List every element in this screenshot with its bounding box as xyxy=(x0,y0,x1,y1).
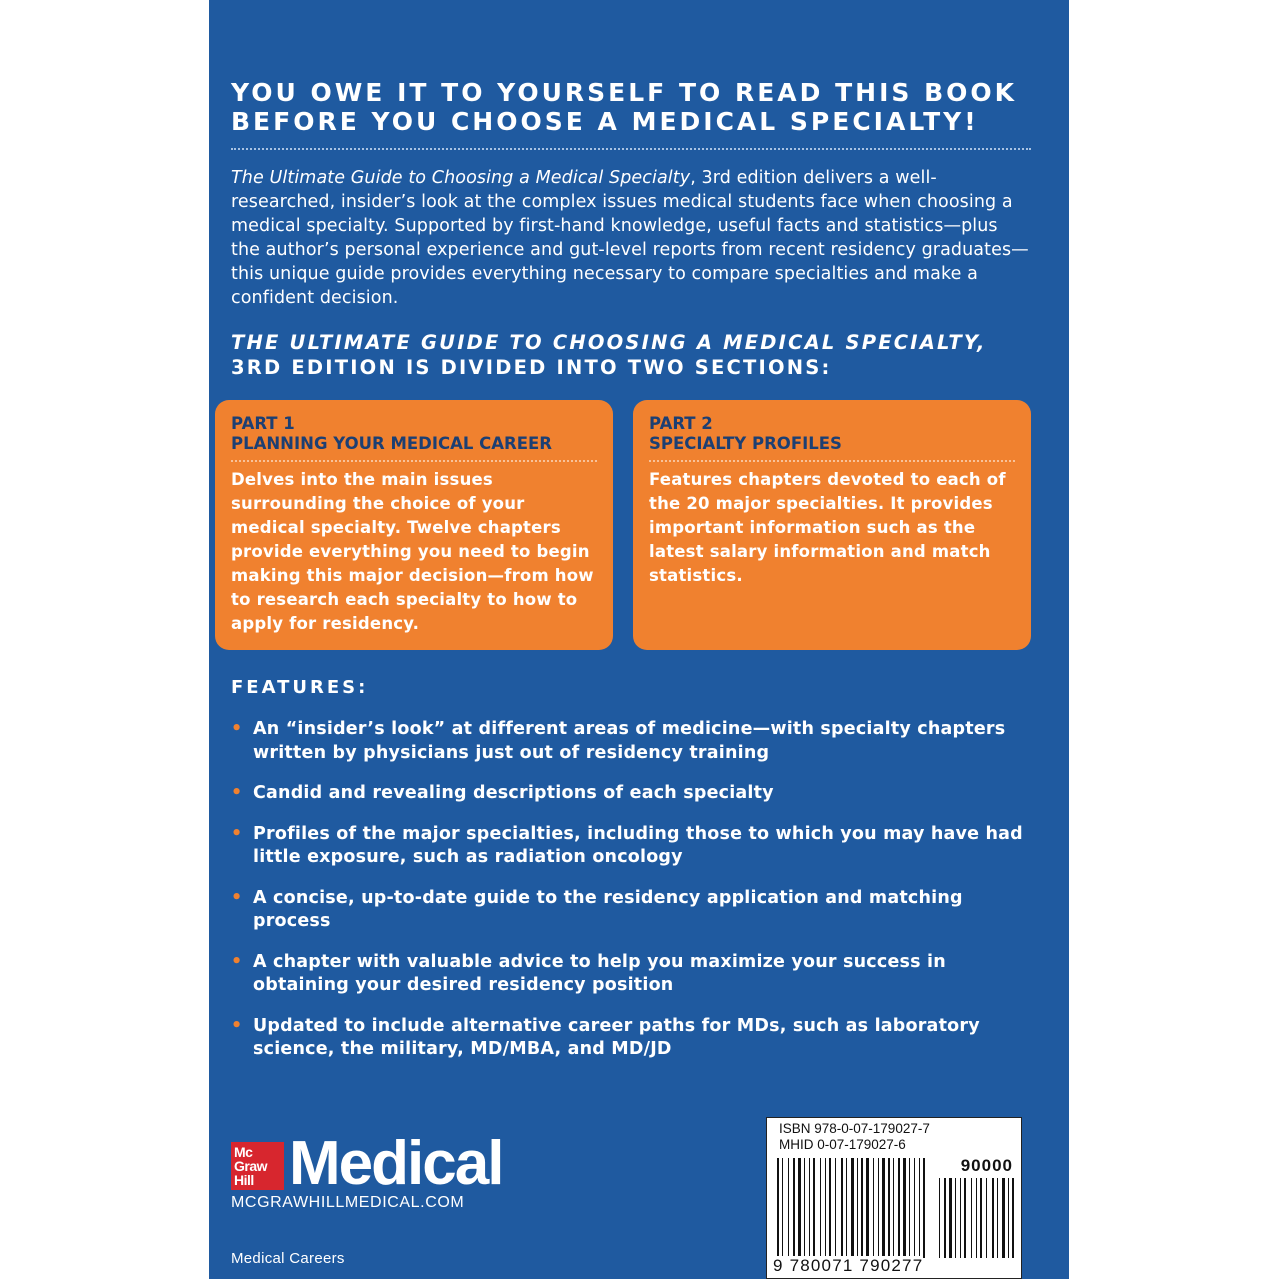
isbn-barcode xyxy=(766,1117,1022,1279)
barcode-bar xyxy=(923,1158,925,1258)
barcode-bar xyxy=(829,1158,831,1258)
barcode-bar xyxy=(825,1158,826,1258)
barcode-bar xyxy=(919,1158,920,1258)
intro-text: , 3rd edition delivers a well-researched, insider’s look at the complex issues medical students face when choosing a medical specialty. Supported by first-hand knowledge, useful facts and statistics—plus the author’s personal experience and gut-level reports from recent residency graduates—this unique guide provides everything necessary to compare specialties and make a confident decision. xyxy=(231,168,1029,308)
price-bar xyxy=(1002,1178,1005,1258)
feature-item: • Candid and revealing descriptions of each specialty xyxy=(231,782,1031,806)
price-bar xyxy=(955,1178,956,1258)
price-bar xyxy=(986,1178,987,1258)
mcgraw-hill-mark: Mc Graw Hill xyxy=(231,1142,284,1190)
price-bar xyxy=(964,1178,966,1258)
barcode-bar xyxy=(861,1158,863,1258)
barcode-bar xyxy=(835,1158,836,1258)
feature-item: • An “insider’s look” at different areas of medicine—with specialty chapters written by physicians just out of residency training xyxy=(231,719,1006,763)
headline xyxy=(231,78,1051,136)
barcode-bar xyxy=(846,1158,847,1258)
publisher-url: MCGRAWHILLMEDICAL.COM xyxy=(231,1194,465,1211)
part-1-label: PART 1 xyxy=(231,414,295,433)
features-heading: FEATURES: xyxy=(231,677,369,698)
headline-line-2: BEFORE YOU CHOOSE A MEDICAL SPECIALTY! xyxy=(231,107,979,136)
bullet-icon: • xyxy=(231,783,243,803)
bullet-icon: • xyxy=(231,1015,243,1036)
barcode-bar xyxy=(804,1158,805,1258)
barcode-bar xyxy=(857,1158,858,1258)
part-2-divider xyxy=(649,460,1015,462)
barcode-bar xyxy=(798,1158,801,1258)
publisher-logo xyxy=(231,1129,531,1215)
price-bar xyxy=(944,1178,946,1258)
dotted-divider xyxy=(231,148,1031,150)
sections-title-line-1: THE ULTIMATE GUIDE TO CHOOSING A MEDICAL SPECIALTY, xyxy=(231,331,987,354)
price-bar xyxy=(976,1178,977,1258)
part-2-body: Features chapters devoted to each of the 20 major specialties. It provides important information such as the latest salary information and match statistics. xyxy=(649,470,1006,585)
barcode-bar xyxy=(909,1158,910,1258)
price-bar xyxy=(949,1178,952,1258)
part-1-divider xyxy=(231,460,597,462)
barcode-bar xyxy=(851,1158,854,1258)
barcode-bar xyxy=(882,1158,885,1258)
barcode-bar xyxy=(841,1158,843,1258)
medical-wordmark: Medical xyxy=(289,1129,503,1198)
feature-item: • Updated to include alternative career paths for MDs, such as laboratory science, the military, MD/MBA, and MD/JD xyxy=(231,1015,980,1059)
bullet-icon: • xyxy=(231,823,243,844)
isbn-text: ISBN 978-0-07-179027-7 MHID 0-07-179027-6 xyxy=(779,1121,930,1152)
barcode-bar xyxy=(777,1158,779,1258)
barcode-bar xyxy=(914,1158,915,1258)
part-2-label: PART 2 xyxy=(649,414,713,433)
book-title-italic: The Ultimate Guide to Choosing a Medical Specialty xyxy=(231,168,691,188)
bullet-icon: • xyxy=(231,887,243,908)
part-1-title: PLANNING YOUR MEDICAL CAREER xyxy=(231,434,552,453)
price-bar xyxy=(939,1178,940,1258)
bullet-icon: • xyxy=(231,719,243,739)
barcode-bar xyxy=(813,1158,815,1258)
part-2-title: SPECIALTY PROFILES xyxy=(649,434,842,453)
price-bar xyxy=(980,1178,982,1258)
barcode-bar xyxy=(903,1158,906,1258)
price-bar xyxy=(1012,1178,1014,1258)
sections-title xyxy=(231,330,1051,380)
barcode-bar xyxy=(873,1158,874,1258)
feature-item: • A chapter with valuable advice to help you maximize your success in obtaining your desired residency position xyxy=(231,951,946,995)
category-label: Medical Careers xyxy=(231,1250,345,1267)
headline-line-1: YOU OWE IT TO YOURSELF TO READ THIS BOOK xyxy=(231,78,1018,107)
features-list xyxy=(231,718,1031,1079)
price-bar xyxy=(1008,1178,1009,1258)
barcode-bar xyxy=(878,1158,879,1258)
feature-item: • Profiles of the major specialties, including those to which you may have had little exposure, such as radiation oncology xyxy=(231,823,1023,867)
barcode-bar xyxy=(888,1158,890,1258)
price-bar xyxy=(992,1178,994,1258)
barcode-number: 9 780071 790277 xyxy=(773,1256,924,1275)
barcode-bar xyxy=(788,1158,789,1258)
part-2-box xyxy=(633,400,1031,650)
barcode-bar xyxy=(793,1158,795,1258)
barcode-bar xyxy=(809,1158,810,1258)
price-bar xyxy=(960,1178,961,1258)
bullet-icon: • xyxy=(231,951,243,972)
price-bar xyxy=(997,1178,998,1258)
price-code: 90000 xyxy=(960,1156,1013,1175)
barcode-bar xyxy=(893,1158,894,1258)
price-bar xyxy=(971,1178,972,1258)
feature-item: • A concise, up-to-date guide to the residency application and matching process xyxy=(231,887,963,931)
barcode-bar xyxy=(898,1158,900,1258)
sections-title-line-2: 3RD EDITION IS DIVIDED INTO TWO SECTIONS: xyxy=(231,356,832,379)
part-1-box xyxy=(215,400,613,650)
intro-paragraph xyxy=(231,166,1031,310)
barcode-bar xyxy=(866,1158,869,1258)
barcode-bar xyxy=(820,1158,821,1258)
back-cover xyxy=(209,0,1069,1279)
barcode-bar xyxy=(782,1158,783,1258)
part-1-body: Delves into the main issues surrounding the choice of your medical specialty. Twelve chapters provide everything you need to begin making this major decision—from how to research each specialty to how to apply for residency. xyxy=(231,470,594,633)
